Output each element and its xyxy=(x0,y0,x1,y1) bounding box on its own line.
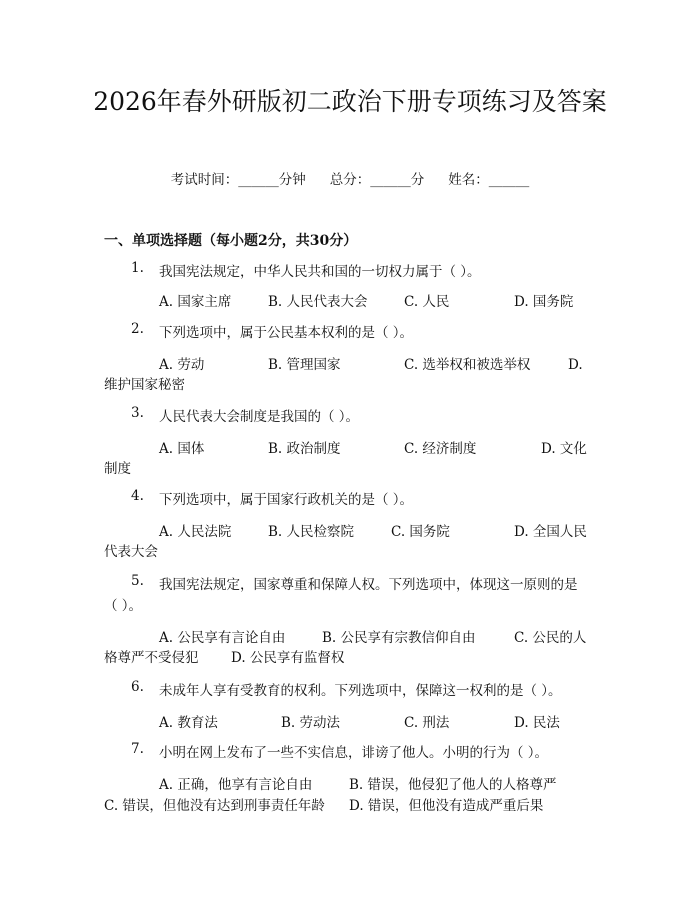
question-stem xyxy=(104,321,594,345)
option-a: A. 公民享有言论自由 xyxy=(159,630,286,646)
option-c: C. 经济制度 xyxy=(404,441,477,457)
question-number: 4. xyxy=(131,488,144,504)
option-b: B. 政治制度 xyxy=(268,441,341,457)
option-c: C. 国务院 xyxy=(391,524,450,540)
option-c: C. 选举权和被选举权 xyxy=(404,357,531,373)
question-text: 我国宪法规定，国家尊重和保障人权。下列选项中，体现这一原则的是 xyxy=(159,577,578,593)
question-number: 7. xyxy=(131,741,144,757)
option-d: D. 全国人民 xyxy=(514,524,587,540)
option-a: A. 人民法院 xyxy=(159,524,232,540)
question-text: 我国宪法规定，中华人民共和国的一切权力属于（ ）。 xyxy=(159,264,481,280)
option-c: C. 错误，但他没有达到刑事责任年龄 xyxy=(104,798,325,814)
question-number: 6. xyxy=(131,679,144,695)
question-stem xyxy=(104,573,594,597)
question-stem xyxy=(104,260,594,284)
option-c: C. 公民的人 xyxy=(514,630,587,646)
option-c: C. 人民 xyxy=(404,294,450,310)
question-number: 1. xyxy=(131,260,144,276)
option-b: B. 管理国家 xyxy=(268,357,341,373)
option-b: B. 劳动法 xyxy=(281,715,341,731)
question-text: 人民代表大会制度是我国的（ ）。 xyxy=(159,409,360,425)
option-continuation: 格尊严不受侵犯 xyxy=(104,650,199,666)
question-stem xyxy=(104,488,594,512)
option-b: B. 人民检察院 xyxy=(268,524,355,540)
total-score-field: 总分：______分 xyxy=(329,172,425,188)
question-number: 5. xyxy=(131,573,144,589)
option-d: D. 错误，但他没有造成严重后果 xyxy=(349,798,544,814)
question-stem xyxy=(104,741,594,765)
question-4 xyxy=(104,488,594,560)
option-d: D. 文化 xyxy=(541,441,587,457)
stem-continuation: （ ）。 xyxy=(104,598,143,614)
question-6 xyxy=(104,679,594,731)
question-1 xyxy=(104,260,594,310)
question-text: 下列选项中，属于公民基本权利的是（ ）。 xyxy=(159,325,414,341)
option-a: A. 国家主席 xyxy=(159,294,232,310)
option-continuation: 维护国家秘密 xyxy=(104,377,185,393)
option-continuation: 制度 xyxy=(104,461,131,477)
question-2 xyxy=(104,321,594,393)
option-continuation: 代表大会 xyxy=(104,544,158,560)
question-stem xyxy=(104,679,594,703)
question-text: 下列选项中，属于国家行政机关的是（ ）。 xyxy=(159,492,414,508)
option-d: D. xyxy=(568,357,583,373)
option-a: A. 劳动 xyxy=(159,357,205,373)
option-d: D. 公民享有监督权 xyxy=(231,650,345,666)
question-text: 未成年人享有受教育的权利。下列选项中，保障这一权利的是（ ）。 xyxy=(159,683,562,699)
question-3 xyxy=(104,405,594,477)
question-5 xyxy=(104,573,594,666)
option-a: A. 国体 xyxy=(159,441,205,457)
option-c: C. 刑法 xyxy=(404,715,450,731)
option-b: B. 错误，他侵犯了他人的人格尊严 xyxy=(349,777,557,793)
option-b: B. 公民享有宗教信仰自由 xyxy=(322,630,476,646)
question-7 xyxy=(104,741,594,814)
student-name-field: 姓名：______ xyxy=(448,172,530,188)
question-number: 2. xyxy=(131,321,144,337)
exam-time-field: 考试时间：______分钟 xyxy=(170,172,306,188)
option-d: D. 民法 xyxy=(514,715,560,731)
option-d: D. 国务院 xyxy=(514,294,574,310)
question-text: 小明在网上发布了一些不实信息，诽谤了他人。小明的行为（ ）。 xyxy=(159,745,549,761)
option-a: A. 教育法 xyxy=(159,715,218,731)
page-title: 2026年春外研版初二政治下册专项练习及答案 xyxy=(93,87,607,116)
option-b: B. 人民代表大会 xyxy=(268,294,368,310)
question-number: 3. xyxy=(131,405,144,421)
section-title: 一、单项选择题（每小题2分，共30分） xyxy=(104,233,358,249)
exam-meta xyxy=(0,168,700,188)
option-a: A. 正确，他享有言论自由 xyxy=(159,777,313,793)
question-stem xyxy=(104,405,594,429)
